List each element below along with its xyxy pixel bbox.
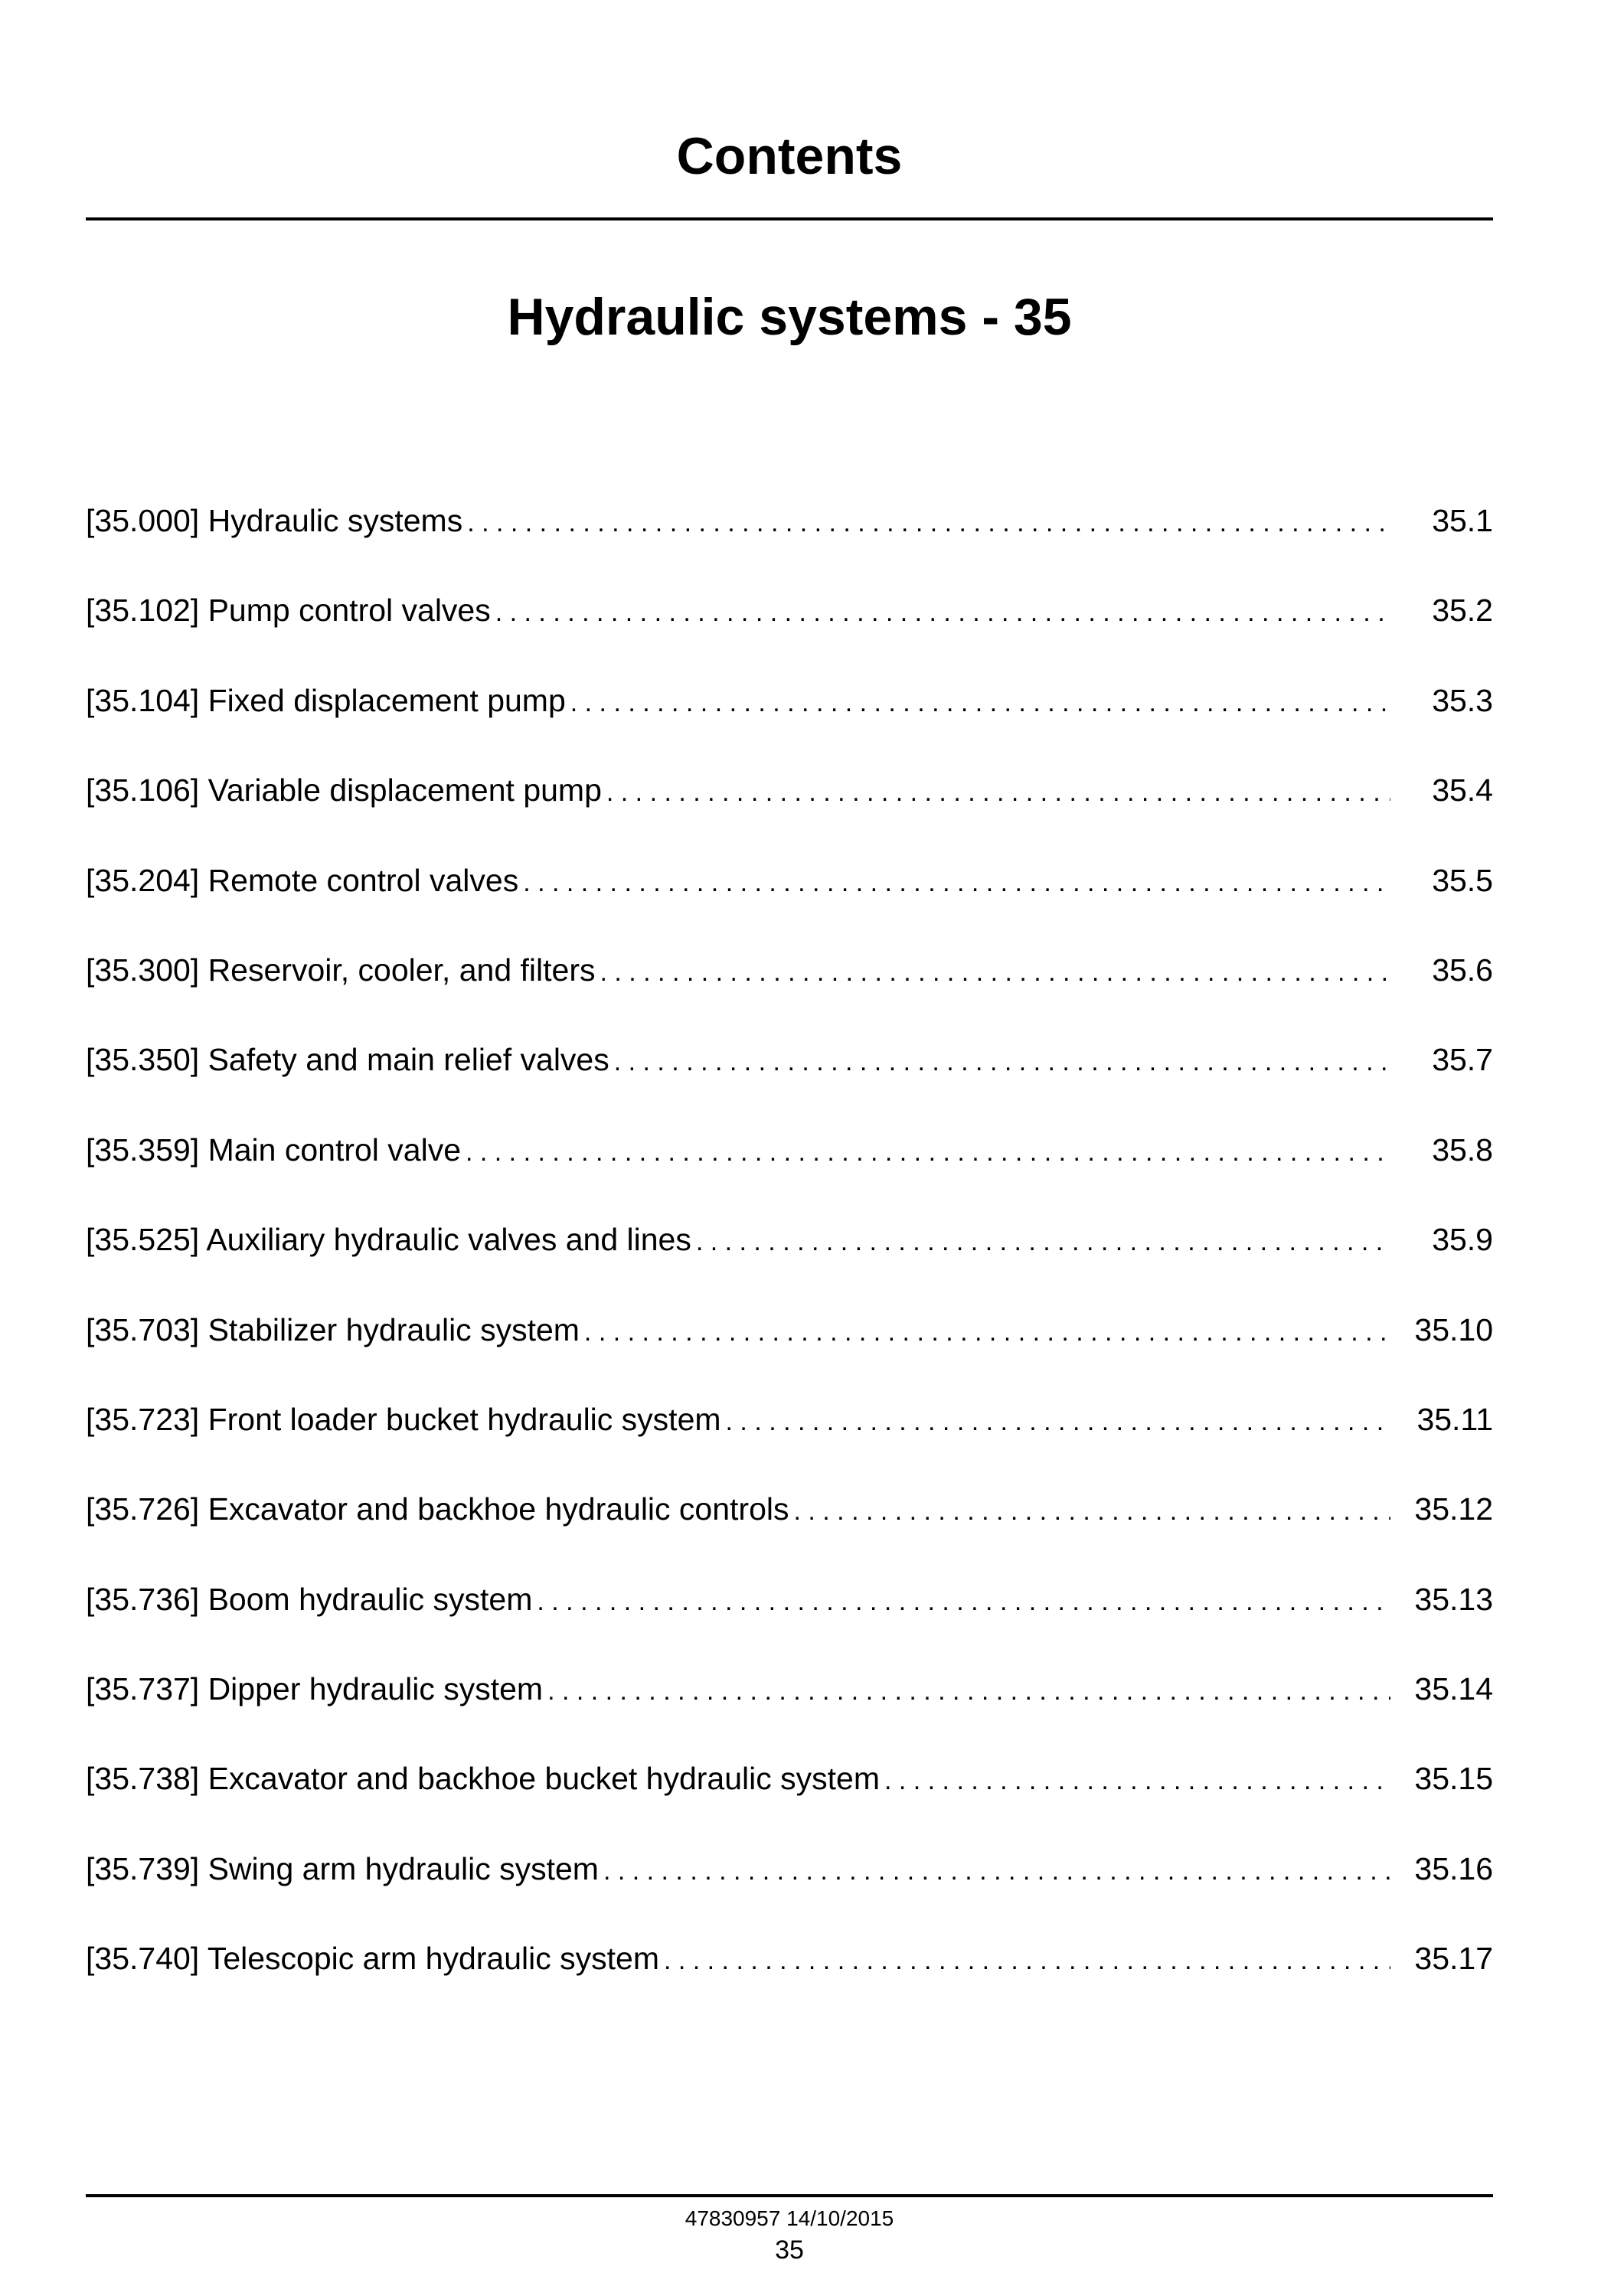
toc-entry-page: 35.3: [1432, 682, 1493, 718]
toc-entry-title: [35.736] Boom hydraulic system: [86, 1581, 533, 1617]
dot-leader: [664, 1948, 1390, 1974]
page-number: 35: [775, 2236, 804, 2265]
toc-entry[interactable]: [86, 1401, 1493, 1494]
dot-leader: [523, 870, 1390, 896]
toc-entry[interactable]: [86, 505, 1493, 595]
toc-entry-page: 35.2: [1432, 593, 1493, 629]
toc-entry-page: 35.4: [1432, 772, 1493, 808]
toc-entry-title: [35.738] Excavator and backhoe bucket hydraulic system: [86, 1761, 880, 1797]
toc-entry-page: 35.9: [1432, 1222, 1493, 1258]
dot-leader: [584, 1319, 1390, 1345]
dot-leader: [570, 690, 1390, 716]
toc-entry-page: 35.13: [1414, 1581, 1493, 1617]
dot-leader: [600, 959, 1390, 985]
dot-leader: [606, 779, 1390, 805]
section-title: Hydraulic systems - 35: [507, 288, 1072, 346]
toc-entry-page: 35.15: [1414, 1761, 1493, 1797]
toc-entry[interactable]: [86, 1132, 1493, 1224]
toc-entry-page: 35.7: [1432, 1042, 1493, 1078]
toc-entry-title: [35.204] Remote control valves: [86, 862, 519, 898]
dot-leader: [537, 1589, 1390, 1615]
toc-entry-title: [35.104] Fixed displacement pump: [86, 682, 566, 718]
toc-entry-title: [35.740] Telescopic arm hydraulic system: [86, 1941, 659, 1977]
dot-leader: [547, 1678, 1390, 1704]
table-of-contents: [86, 505, 1493, 2033]
footer-divider: [86, 2194, 1493, 2197]
toc-entry-title: [35.525] Auxiliary hydraulic valves and lines: [86, 1222, 691, 1258]
dot-leader: [884, 1768, 1390, 1794]
toc-entry[interactable]: [86, 772, 1493, 864]
toc-entry-title: [35.359] Main control valve: [86, 1132, 461, 1168]
toc-entry-page: 35.17: [1414, 1941, 1493, 1977]
toc-entry[interactable]: [86, 1581, 1493, 1674]
toc-entry[interactable]: [86, 1763, 1493, 1853]
toc-entry-page: 35.12: [1414, 1491, 1493, 1527]
toc-entry-page: 35.14: [1414, 1671, 1493, 1707]
toc-entry[interactable]: [86, 1671, 1493, 1763]
toc-entry-title: [35.106] Variable displacement pump: [86, 772, 602, 808]
toc-entry-title: [35.726] Excavator and backhoe hydraulic controls: [86, 1491, 789, 1527]
toc-entry[interactable]: [86, 862, 1493, 955]
dot-leader: [696, 1229, 1390, 1255]
toc-entry-title: [35.300] Reservoir, cooler, and filters: [86, 952, 596, 988]
toc-entry[interactable]: [86, 682, 1493, 775]
toc-entry[interactable]: [86, 595, 1493, 684]
toc-entry-title: [35.723] Front loader bucket hydraulic system: [86, 1401, 721, 1437]
toc-entry-page: 35.16: [1414, 1850, 1493, 1886]
dot-leader: [794, 1498, 1391, 1524]
toc-entry[interactable]: [86, 1311, 1493, 1404]
toc-entry-title: [35.102] Pump control valves: [86, 593, 491, 629]
toc-entry-page: 35.1: [1432, 503, 1493, 538]
toc-entry-title: [35.739] Swing arm hydraulic system: [86, 1850, 599, 1886]
dot-leader: [466, 1139, 1390, 1165]
toc-entry-page: 35.5: [1432, 862, 1493, 898]
toc-entry-page: 35.10: [1414, 1311, 1493, 1347]
toc-entry-page: 35.6: [1432, 952, 1493, 988]
toc-entry-page: 35.8: [1432, 1132, 1493, 1168]
toc-entry-page: 35.11: [1417, 1401, 1493, 1437]
toc-entry[interactable]: [86, 1943, 1493, 2033]
toc-entry-title: [35.703] Stabilizer hydraulic system: [86, 1311, 580, 1347]
toc-entry-title: [35.737] Dipper hydraulic system: [86, 1671, 544, 1707]
page-title: Contents: [676, 127, 903, 185]
toc-entry-title: [35.000] Hydraulic systems: [86, 503, 463, 538]
document-id: 47830957 14/10/2015: [685, 2206, 894, 2230]
dot-leader: [495, 599, 1390, 625]
toc-entry[interactable]: [86, 1491, 1493, 1583]
dot-leader: [603, 1858, 1390, 1884]
toc-entry[interactable]: [86, 1850, 1493, 1943]
toc-entry[interactable]: [86, 952, 1493, 1044]
header-divider: [86, 217, 1493, 220]
dot-leader: [467, 510, 1390, 536]
dot-leader: [726, 1409, 1390, 1435]
toc-entry[interactable]: [86, 1224, 1493, 1314]
toc-entry-title: [35.350] Safety and main relief valves: [86, 1042, 609, 1078]
toc-entry[interactable]: [86, 1044, 1493, 1134]
dot-leader: [614, 1049, 1390, 1075]
